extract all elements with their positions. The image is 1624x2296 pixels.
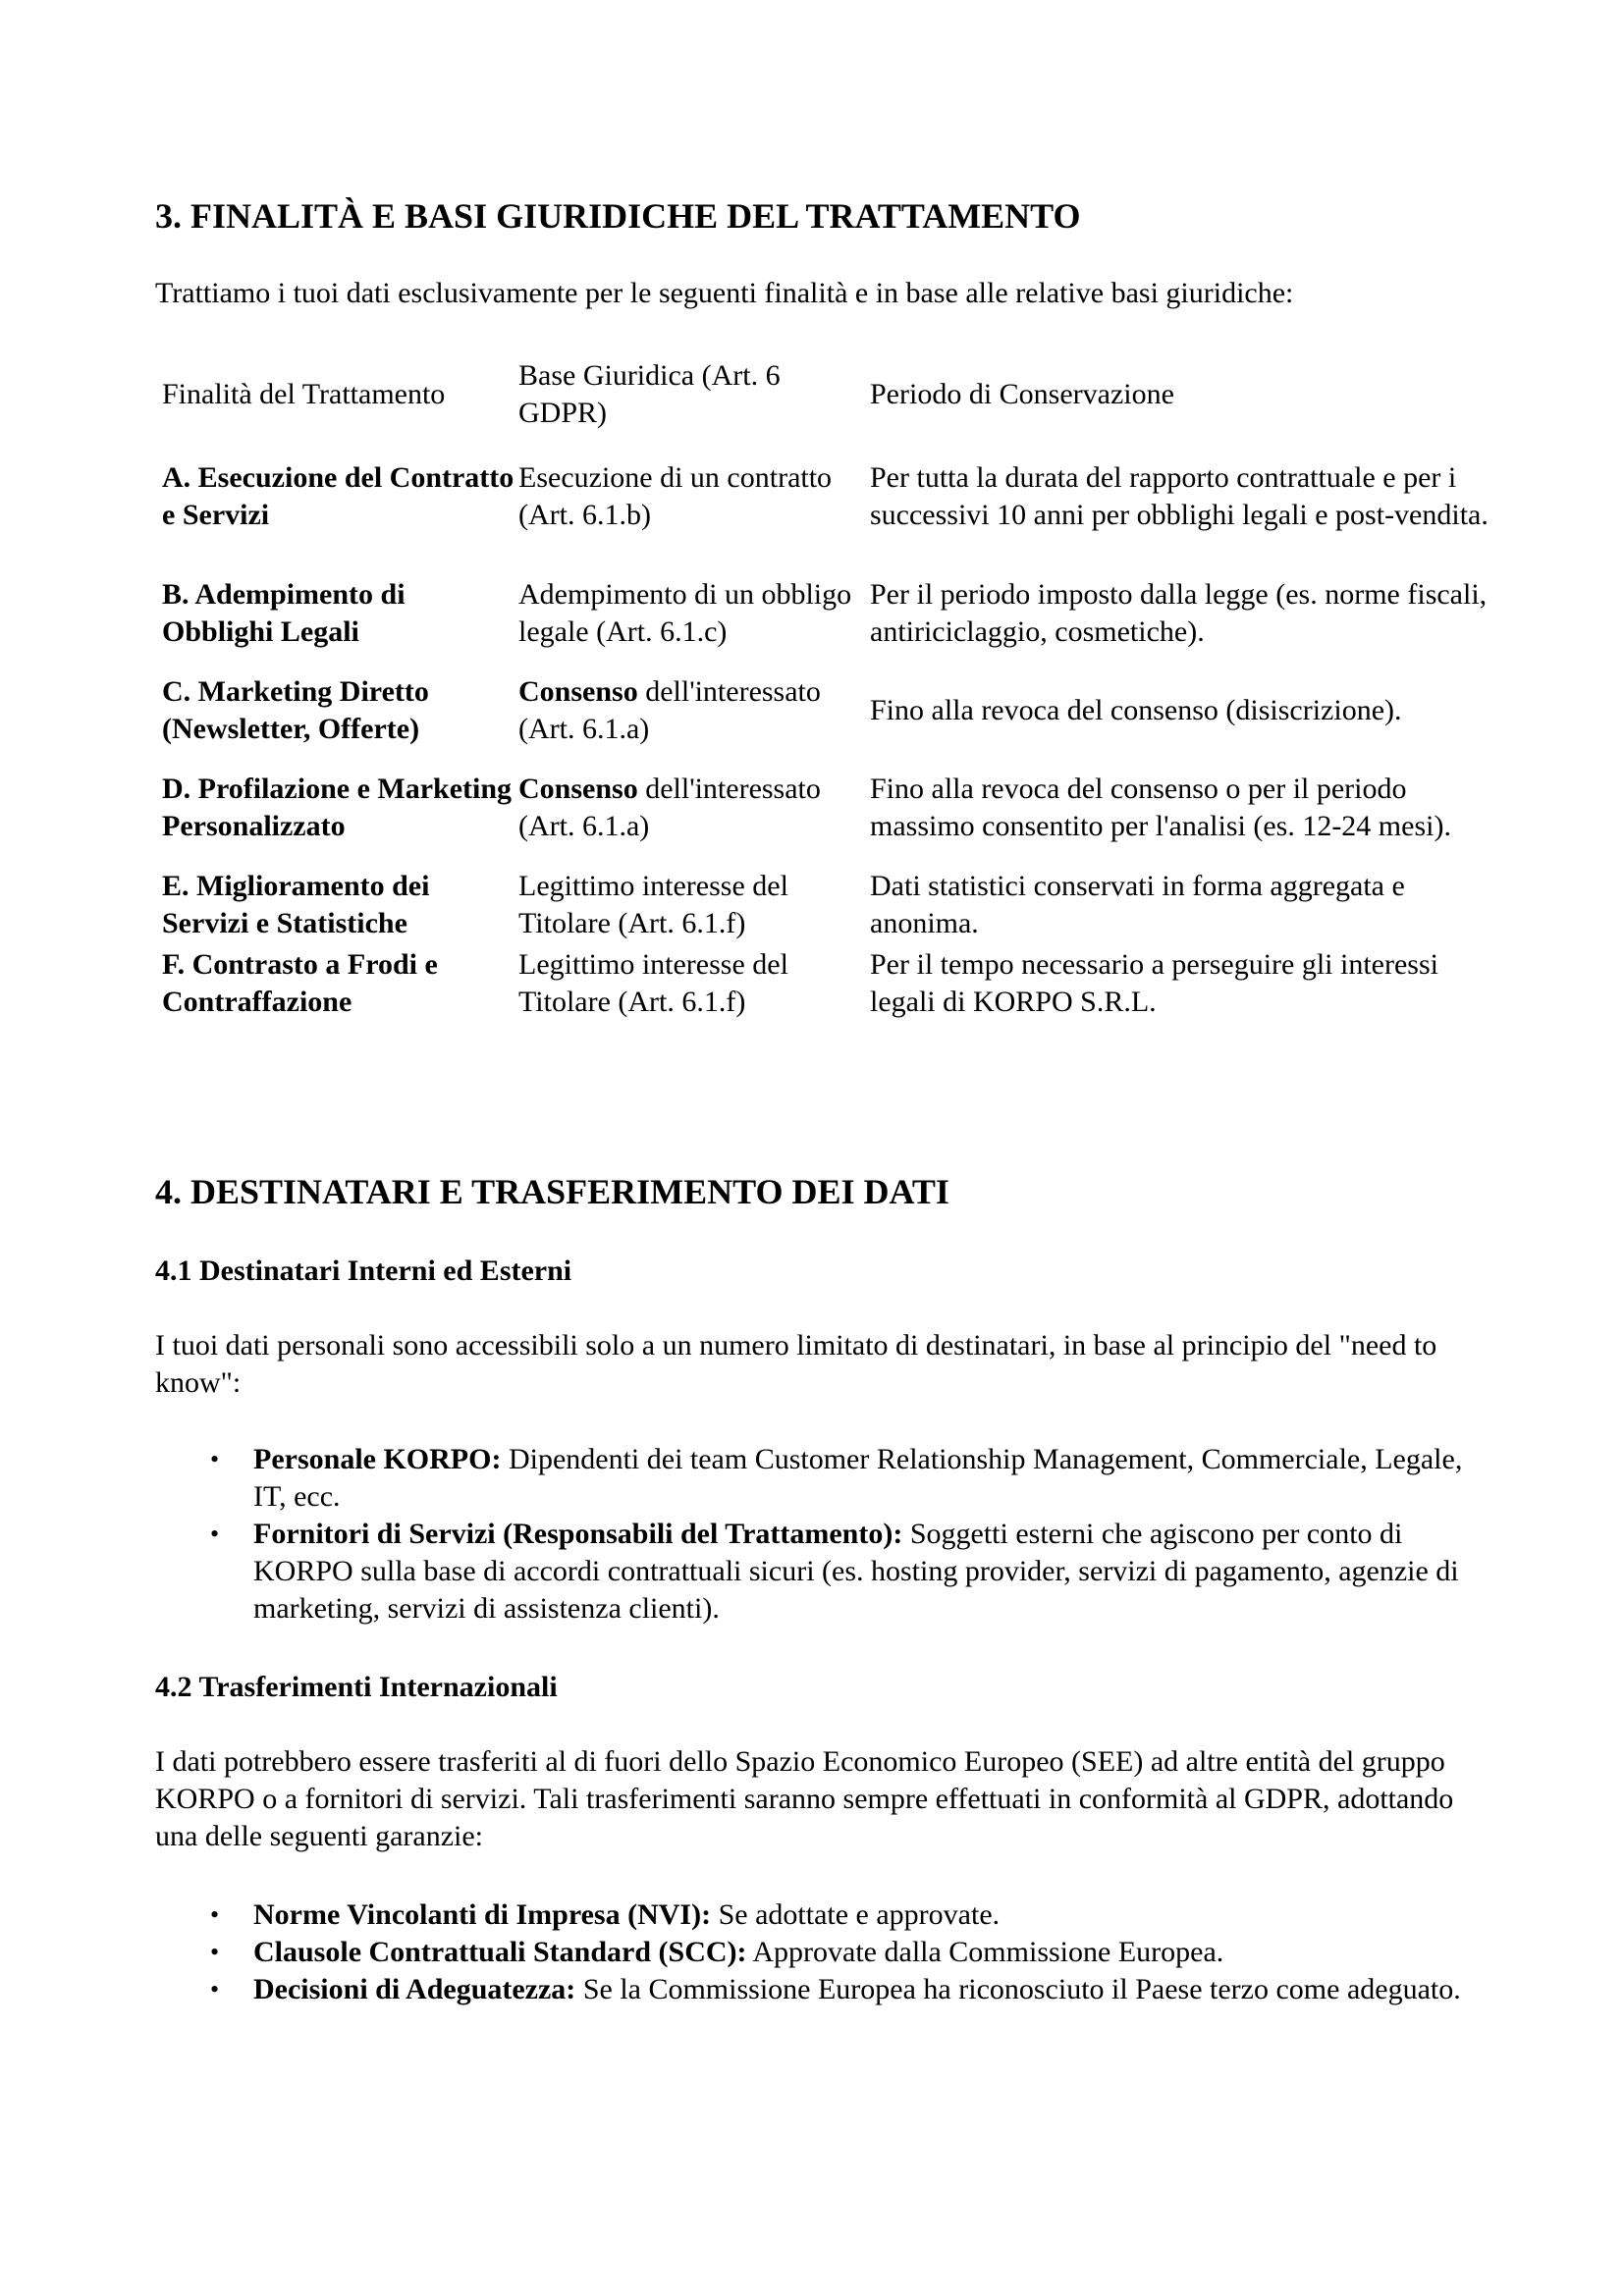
row-retention: Per il tempo necessario a perseguire gli interessi legali di KORPO S.R.L. [870,948,1438,1018]
list-item [161,1934,1477,1971]
item-text: Approvate dalla Commissione Europea. [746,1936,1224,1968]
bullet-icon: • [210,1938,220,1966]
basis-text: dell'interessato (Art. 6.1.a) [518,773,821,842]
table-row [162,438,1498,556]
table-row [162,866,1498,944]
section-3-intro: Trattiamo i tuoi dati esclusivamente per le seguenti finalità e in base alle relative basi giuridiche: [155,277,1294,309]
row-purpose: C. Marketing Diretto (Newsletter, Offerte) [162,675,429,745]
table-row [162,944,1498,1023]
item-text: Se la Commissione Europea ha riconosciuto il Paese terzo come adeguato. [575,1973,1461,2005]
subsection-4-2-title: 4.2 Trasferimenti Internazionali [155,1671,558,1703]
basis-text: Esecuzione di un contratto (Art. 6.1.b) [518,461,833,531]
basis-bold: Consenso [518,773,638,805]
basis-text: dell'interessato (Art. 6.1.a) [518,675,821,745]
row-legal-basis [518,750,870,866]
basis-text: Legittimo interesse del Titolare (Art. 6.1.f) [518,948,788,1018]
row-retention: Per il periodo imposto dalla legge (es. norme fiscali, antiriciclaggio, cosmetiche). [870,578,1488,648]
header-retention: Periodo di Conservazione [870,378,1174,410]
list-item [161,1441,1477,1516]
item-label: Fornitori di Servizi (Responsabili del Trattamento): [253,1518,903,1550]
row-legal-basis [518,671,870,750]
row-retention: Per tutta la durata del rapporto contrattuale e per i successivi 10 anni per obblighi legali e post-vendita. [870,461,1489,531]
subsection-4-2-intro: I dati potrebbero essere trasferiti al di fuori dello Spazio Economico Europeo (SEE) ad altre entità del gruppo KORPO o a fornitori di servizi. Tali trasferimenti saranno sempre effettuati in conformità al GDPR, adottando una delle seguenti garanzie: [155,1745,1454,1852]
row-retention: Fino alla revoca del consenso o per il periodo massimo consentito per l'analisi (es. 12-24 mesi). [870,773,1451,842]
bullet-icon: • [210,1445,220,1473]
item-text: Soggetti esterni che agiscono per conto di KORPO sulla base di accordi contrattuali sicuri (es. hosting provider, servizi di pagamento, agenzie di marketing, servizi di assistenza clienti). [253,1518,1459,1625]
bullet-icon: • [210,1900,220,1929]
table-row [162,556,1498,671]
header-legal-basis: Base Giuridica (Art. 6 GDPR) [518,359,781,429]
row-legal-basis [518,866,870,944]
purposes-table [162,351,1498,1023]
row-legal-basis [518,556,870,671]
item-label: Clausole Contrattuali Standard (SCC): [253,1936,747,1968]
row-legal-basis [518,438,870,556]
item-text: Dipendenti dei team Customer Relationship Management, Commerciale, Legale, IT, ecc. [253,1443,1463,1513]
row-retention: Dati statistici conservati in forma aggregata e anonima. [870,870,1405,939]
basis-text: Legittimo interesse del Titolare (Art. 6.1.f) [518,870,788,939]
item-label: Decisioni di Adeguatezza: [253,1973,576,2005]
item-text: Se adottate e approvate. [711,1898,1001,1931]
safeguards-list [161,1896,1477,2008]
list-item [161,1971,1477,2008]
subsection-4-1-title: 4.1 Destinatari Interni ed Esterni [155,1255,572,1287]
bullet-icon: • [210,1520,220,1548]
row-purpose: B. Adempimento di Obblighi Legali [162,578,406,648]
item-label: Norme Vincolanti di Impresa (NVI): [253,1898,712,1931]
subsection-4-1-intro: I tuoi dati personali sono accessibili solo a un numero limitato di destinatari, in base al principio del "need to know": [155,1329,1437,1399]
row-purpose: E. Miglioramento dei Servizi e Statistiche [162,870,430,939]
section-4-title: 4. DESTINATARI E TRASFERIMENTO DEI DATI [155,1172,949,1211]
basis-text: Adempimento di un obbligo legale (Art. 6.1.c) [518,578,852,648]
header-purpose: Finalità del Trattamento [162,378,446,410]
row-purpose: F. Contrasto a Frodi e Contraffazione [162,948,438,1018]
table-row [162,750,1498,866]
table-header-row [162,351,1498,438]
list-item [161,1896,1477,1934]
row-legal-basis [518,944,870,1023]
row-retention: Fino alla revoca del consenso (disiscrizione). [870,694,1402,726]
section-3-title: 3. FINALITÀ E BASI GIURIDICHE DEL TRATTAMENTO [155,196,1081,236]
list-item [161,1516,1477,1628]
basis-bold: Consenso [518,675,638,708]
item-label: Personale KORPO: [253,1443,502,1475]
row-purpose: D. Profilazione e Marketing Personalizzato [162,773,513,842]
bullet-icon: • [210,1975,220,2003]
row-purpose: A. Esecuzione del Contratto e Servizi [162,461,514,531]
table-row [162,671,1498,750]
recipients-list [161,1441,1477,1628]
